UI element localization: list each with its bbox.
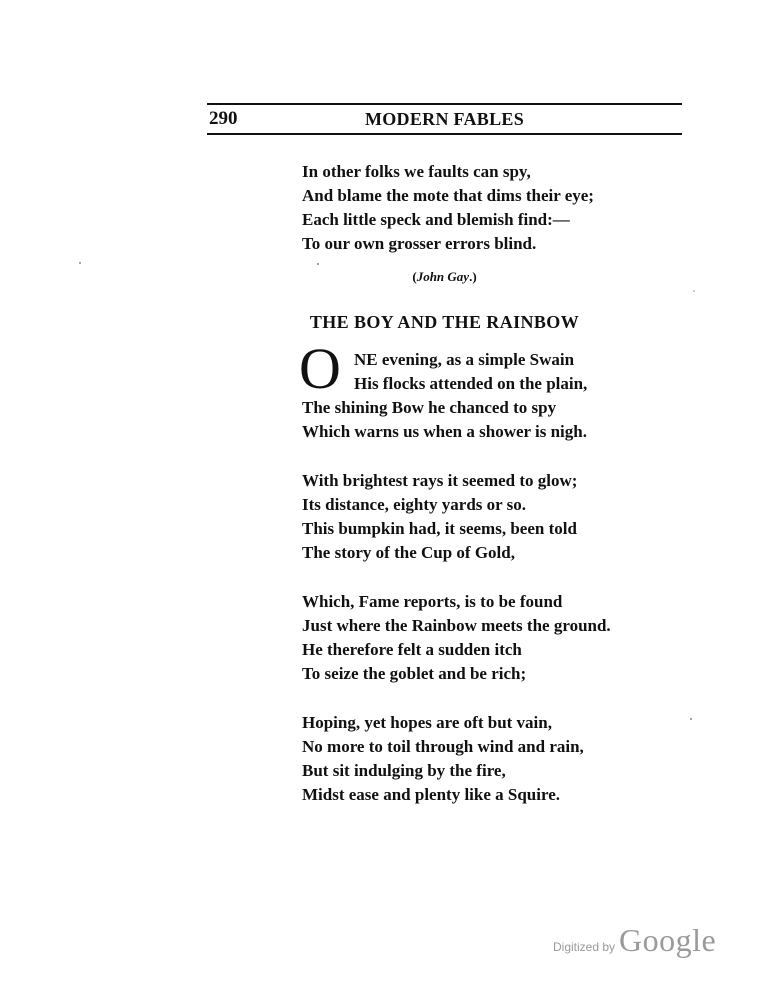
verse-line: This bumpkin had, it seems, been told: [302, 519, 577, 538]
scan-speck: [690, 718, 692, 720]
header-rule-bottom: [207, 133, 682, 135]
stanza-2: [302, 469, 577, 565]
scan-speck: [317, 263, 319, 265]
verse-line: NE evening, as a simple Swain: [354, 350, 575, 369]
digitized-watermark: [553, 922, 716, 959]
attribution: (John Gay.): [412, 269, 477, 284]
drop-cap: O: [299, 336, 341, 401]
verse-line: Midst ease and plenty like a Squire.: [302, 785, 561, 804]
verse-line: But sit indulging by the fire,: [302, 761, 506, 780]
stanza-1: [302, 348, 587, 444]
verse-line: No more to toil through wind and rain,: [302, 737, 584, 756]
attribution-author: John Gay: [416, 269, 470, 284]
verse-line: The shining Bow he chanced to spy: [302, 398, 557, 417]
verse-line: To seize the goblet and be rich;: [302, 664, 527, 683]
scan-speck: [693, 290, 695, 292]
verse-line: Which warns us when a shower is nigh.: [302, 422, 587, 441]
verse-line: In other folks we faults can spy,: [302, 162, 531, 181]
running-head: MODERN FABLES: [364, 109, 525, 129]
verse-line: With brightest rays it seemed to glow;: [302, 471, 578, 490]
verse-line: His flocks attended on the plain,: [354, 374, 588, 393]
verse-line: Its distance, eighty yards or so.: [302, 495, 526, 514]
verse-line: He therefore felt a sudden itch: [302, 640, 522, 659]
scan-speck: [79, 262, 81, 264]
header-rule-top: [207, 103, 682, 105]
verse-line: Which, Fame reports, is to be found: [302, 592, 563, 611]
intro-verse: [302, 160, 594, 256]
verse-line: Just where the Rainbow meets the ground.: [302, 616, 611, 635]
page-number: 290: [209, 108, 238, 129]
verse-line: Hoping, yet hopes are oft but vain,: [302, 713, 552, 732]
stanza-3: [302, 590, 611, 686]
verse-line: Each little speck and blemish find:—: [302, 210, 570, 229]
verse-line: To our own grosser errors blind.: [302, 234, 537, 253]
fable-title: THE BOY AND THE RAINBOW: [309, 312, 580, 332]
google-logo: Google: [619, 922, 717, 958]
watermark-prefix: Digitized by: [553, 940, 616, 954]
stanza-4: [302, 711, 584, 807]
verse-line: And blame the mote that dims their eye;: [302, 186, 594, 205]
verse-line: The story of the Cup of Gold,: [302, 543, 515, 562]
